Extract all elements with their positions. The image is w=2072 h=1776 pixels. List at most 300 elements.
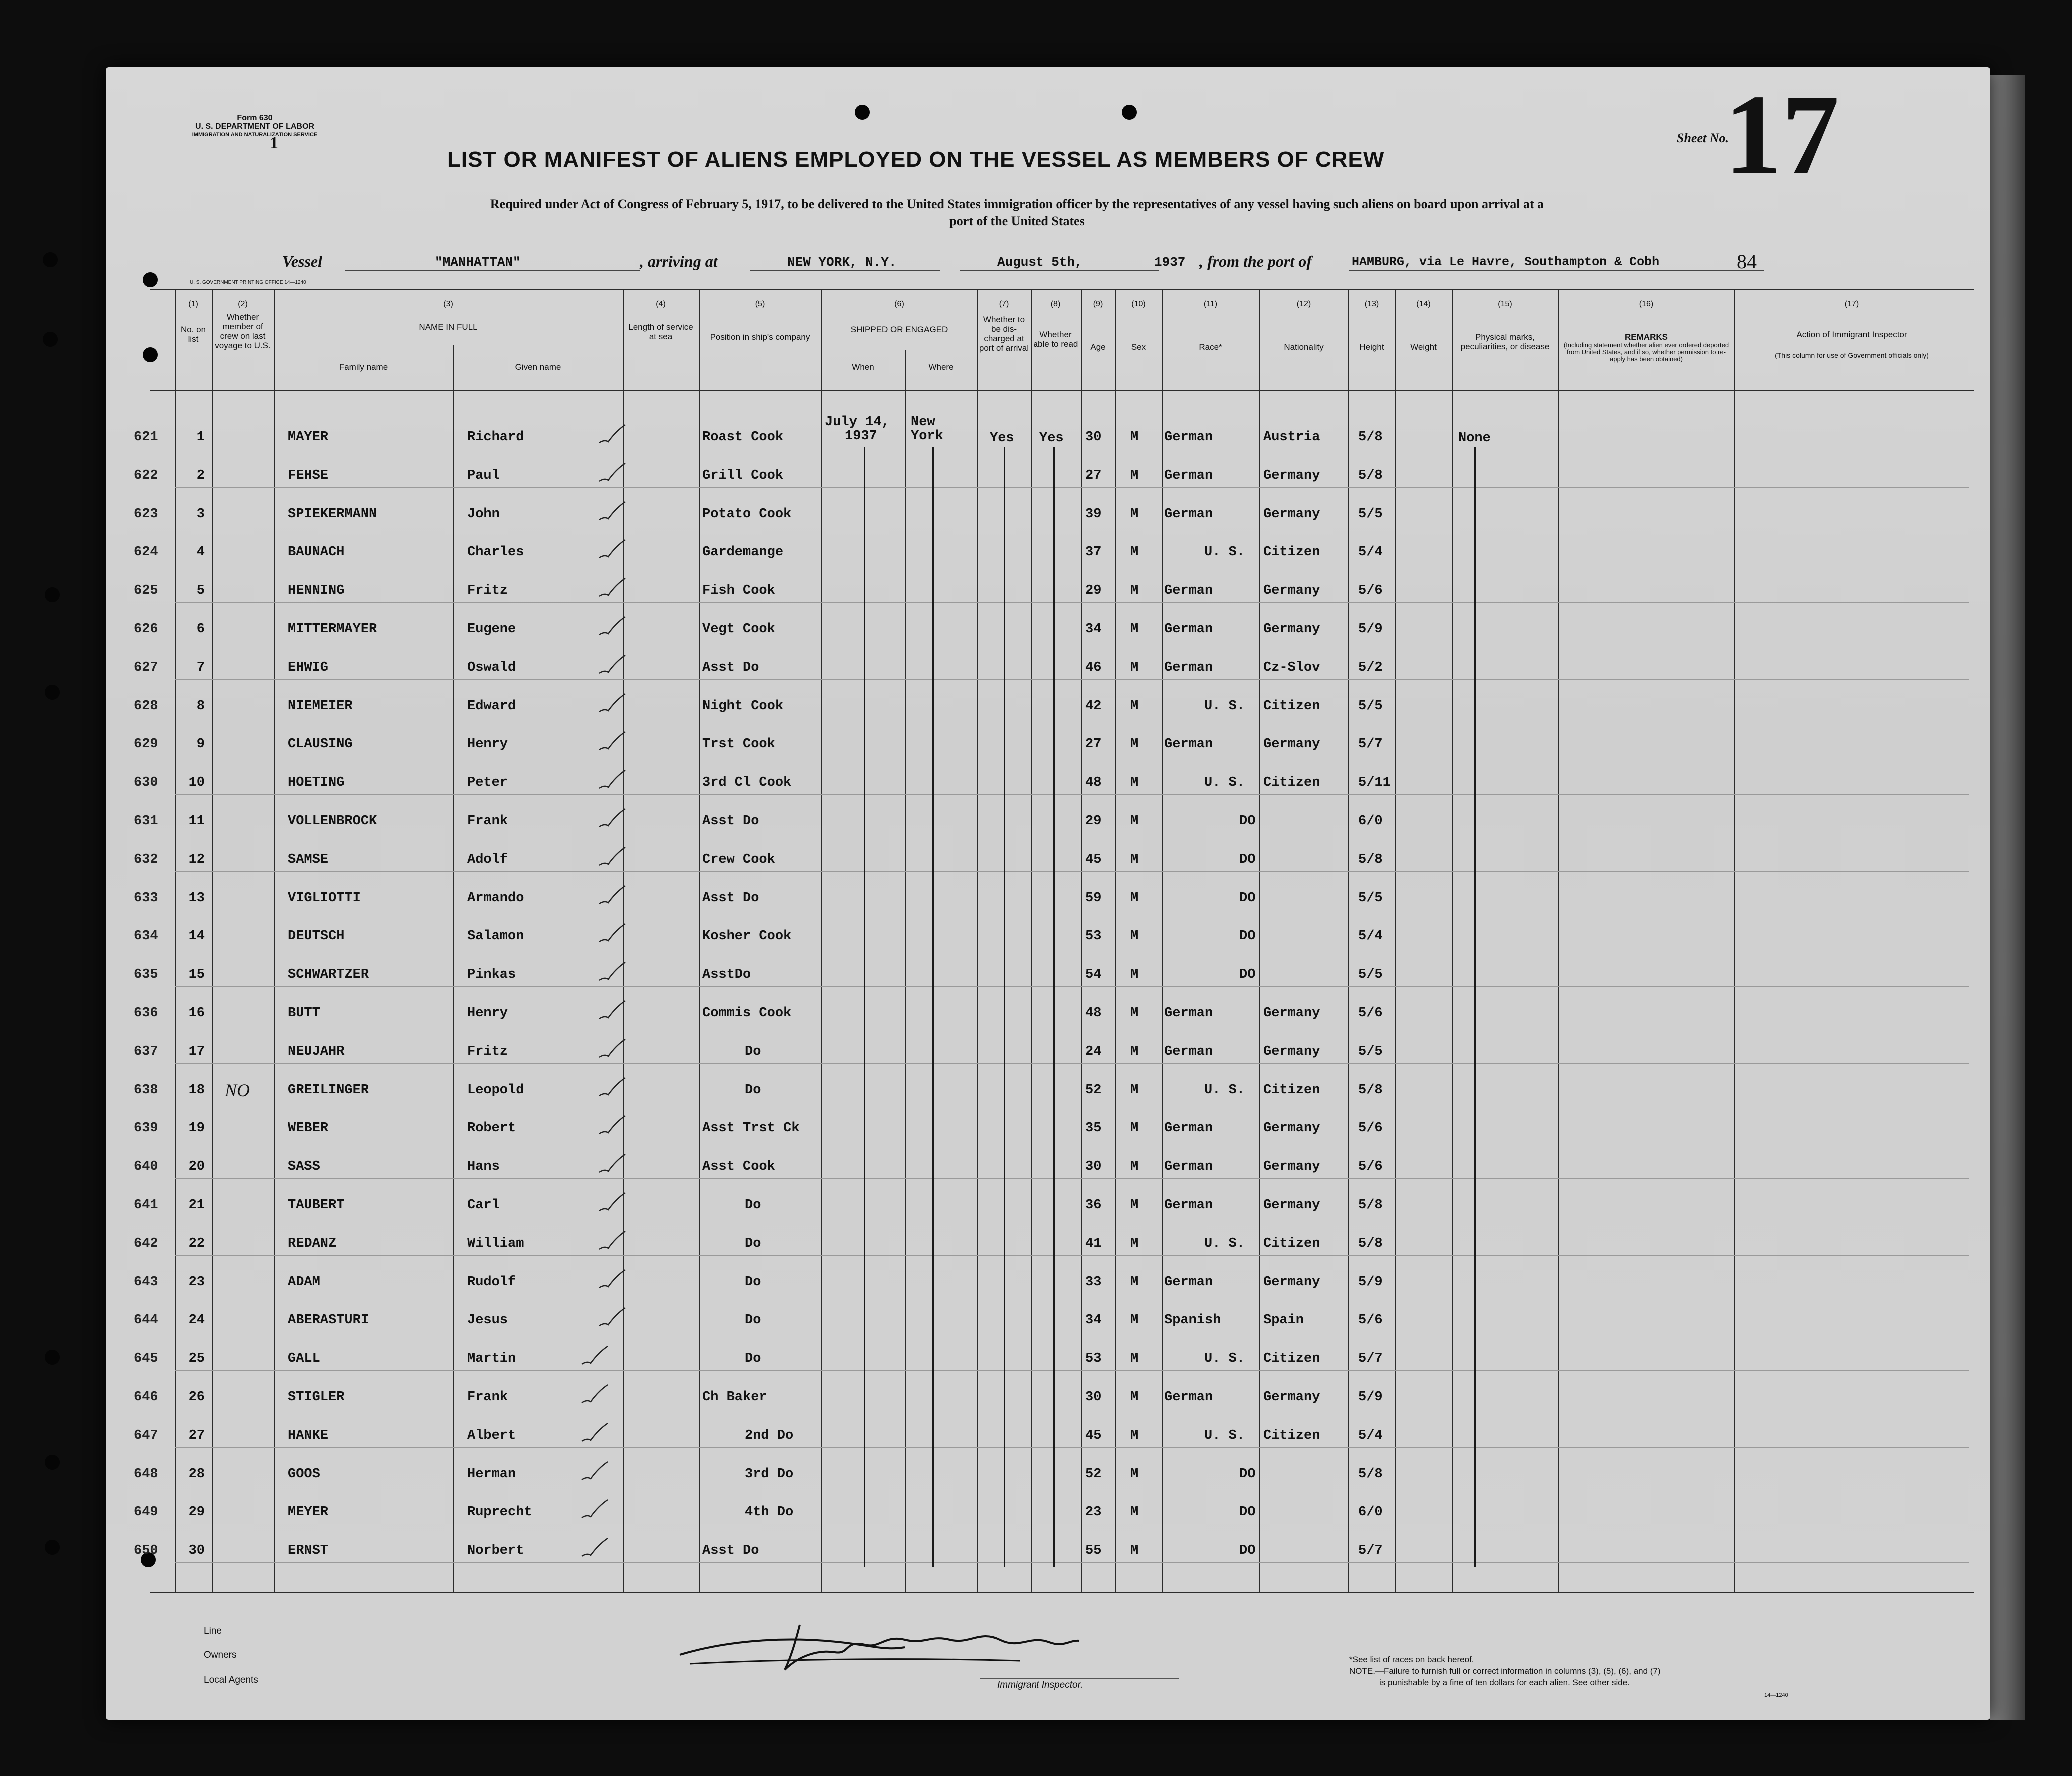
- family-name: DEUTSCH: [288, 929, 345, 944]
- given-name: Fritz: [467, 583, 508, 599]
- inspector-label: Immigrant Inspector.: [997, 1680, 1083, 1690]
- height: 5/8: [1358, 1466, 1383, 1482]
- race: DO: [1239, 814, 1256, 829]
- ditto-line-discharged: [1004, 447, 1005, 1567]
- col-num-15: (15): [1498, 300, 1512, 308]
- list-number: 5: [196, 583, 205, 599]
- list-number: 28: [188, 1466, 205, 1482]
- col-num-17: (17): [1844, 300, 1859, 308]
- family-name: SASS: [288, 1159, 320, 1175]
- row-rule: [175, 1447, 1969, 1448]
- list-number: 7: [196, 660, 205, 675]
- col-num-6: (6): [894, 300, 904, 308]
- col-num-2: (2): [238, 300, 248, 308]
- check-mark: [597, 576, 627, 601]
- list-number: 2: [196, 468, 205, 483]
- col-divider: [1115, 289, 1116, 1592]
- footer-code: 14—1240: [1764, 1692, 1788, 1698]
- height: 6/0: [1358, 814, 1383, 829]
- race: Spanish: [1164, 1313, 1221, 1328]
- list-number: 9: [196, 737, 205, 752]
- seq-number: 641: [134, 1198, 158, 1213]
- form-mark: 1: [270, 134, 278, 152]
- seq-number: 626: [134, 622, 158, 637]
- position: Roast Cook: [702, 430, 784, 445]
- check-mark: [580, 1344, 610, 1369]
- manifest-sheet: [106, 67, 1990, 1720]
- seq-number: 639: [134, 1121, 158, 1136]
- age: 52: [1085, 1082, 1102, 1098]
- page-edge: [1990, 75, 2025, 1720]
- family-name: GOOS: [288, 1466, 320, 1482]
- race: DO: [1239, 967, 1256, 983]
- row-rule: [175, 871, 1969, 872]
- footer-line-label: Line: [204, 1626, 222, 1636]
- age: 55: [1085, 1543, 1102, 1559]
- list-number: 16: [188, 1006, 205, 1021]
- age: 27: [1085, 737, 1102, 752]
- row-rule: [175, 679, 1969, 680]
- sex: M: [1130, 775, 1139, 791]
- family-name: SPIEKERMANN: [288, 506, 377, 522]
- given-name: Frank: [467, 1390, 508, 1405]
- age: 36: [1085, 1198, 1102, 1213]
- check-mark: [580, 1536, 610, 1561]
- arrival-date: August 5th,: [997, 255, 1083, 270]
- age: 29: [1085, 583, 1102, 599]
- row-rule: [175, 1178, 1969, 1179]
- check-mark: [597, 538, 627, 563]
- family-name: WEBER: [288, 1121, 329, 1136]
- height: 5/2: [1358, 660, 1383, 675]
- sex: M: [1130, 1121, 1139, 1136]
- nationality: Germany: [1263, 1121, 1320, 1136]
- position: Night Cook: [702, 698, 784, 714]
- last-voyage-mark: NO: [225, 1080, 250, 1100]
- position: Trst Cook: [702, 737, 775, 752]
- position: Do: [745, 1236, 761, 1251]
- age: 39: [1085, 506, 1102, 522]
- family-name: REDANZ: [288, 1236, 337, 1251]
- seq-number: 624: [134, 545, 158, 560]
- discharged-value: Yes: [990, 431, 1014, 446]
- sex: M: [1130, 1351, 1139, 1367]
- page-mark: 84: [1737, 250, 1757, 273]
- row-rule: [175, 794, 1969, 795]
- col-divider: [905, 350, 906, 1592]
- check-mark: [580, 1498, 610, 1523]
- race: German: [1164, 660, 1213, 675]
- seq-number: 625: [134, 583, 158, 599]
- nationality: Germany: [1263, 506, 1320, 522]
- col-divider: [1395, 289, 1396, 1592]
- seq-number: 631: [134, 814, 158, 829]
- race: DO: [1239, 1505, 1256, 1520]
- family-name: HOETING: [288, 775, 345, 791]
- given-name: Charles: [467, 545, 524, 560]
- list-number: 19: [188, 1121, 205, 1136]
- given-name: Fritz: [467, 1044, 508, 1059]
- list-number: 25: [188, 1351, 205, 1367]
- age: 53: [1085, 1351, 1102, 1367]
- family-name: ERNST: [288, 1543, 329, 1559]
- position: Fish Cook: [702, 583, 775, 599]
- height: 5/9: [1358, 622, 1383, 637]
- punch-hole: [45, 685, 60, 700]
- age: 54: [1085, 967, 1102, 983]
- family-name: VIGLIOTTI: [288, 890, 361, 906]
- check-mark: [597, 1268, 627, 1293]
- height: 5/4: [1358, 1428, 1383, 1443]
- arrival-port: NEW YORK, N.Y.: [787, 255, 897, 270]
- age: 46: [1085, 660, 1102, 675]
- race: German: [1164, 583, 1213, 599]
- col-num-7: (7): [999, 300, 1009, 308]
- height: 5/5: [1358, 967, 1383, 983]
- given-name: Peter: [467, 775, 508, 791]
- from-port: HAMBURG, via Le Havre, Southampton & Cobh: [1352, 255, 1660, 269]
- height: 5/7: [1358, 1351, 1383, 1367]
- given-name: Henry: [467, 737, 508, 752]
- given-name: Norbert: [467, 1543, 524, 1559]
- ditto-line-marks: [1474, 447, 1476, 1567]
- seq-number: 645: [134, 1351, 158, 1367]
- position: Vegt Cook: [702, 622, 775, 637]
- race: German: [1164, 622, 1213, 637]
- seq-number: 646: [134, 1390, 158, 1405]
- nationality: Spain: [1263, 1313, 1304, 1328]
- race: German: [1164, 1006, 1213, 1021]
- col-header-remarks: REMARKS: [1625, 332, 1668, 342]
- col-header-shipped: SHIPPED OR ENGAGED: [850, 325, 948, 334]
- sex: M: [1130, 737, 1139, 752]
- col-header-discharged: Whether to be dis-charged at port of arrival: [979, 315, 1029, 353]
- age: 30: [1085, 430, 1102, 445]
- col-divider: [1348, 289, 1349, 1592]
- col-header-given-name: Given name: [515, 362, 561, 372]
- from-label: , from the port of: [1199, 252, 1312, 270]
- list-number: 14: [188, 929, 205, 944]
- list-number: 10: [188, 775, 205, 791]
- sex: M: [1130, 698, 1139, 714]
- check-mark: [597, 653, 627, 678]
- age: 23: [1085, 1505, 1102, 1520]
- nationality: Germany: [1263, 468, 1320, 483]
- family-name: STIGLER: [288, 1390, 345, 1405]
- col-num-11: (11): [1203, 300, 1218, 308]
- given-name: Martin: [467, 1351, 516, 1367]
- col-header-when: When: [852, 362, 874, 372]
- col-header-remarks-sub: (Including statement whether alien ever ordered deported from United States, and if so, whether permission to re-apply has been obtained): [1563, 341, 1729, 363]
- race: U. S.: [1204, 1428, 1245, 1443]
- col-header-inspector-sub: (This column for use of Government officials only): [1775, 351, 1929, 359]
- sex: M: [1130, 814, 1139, 829]
- race: U. S.: [1204, 1236, 1245, 1251]
- inspector-signature: [670, 1605, 1089, 1685]
- position: Kosher Cook: [702, 929, 792, 944]
- family-name: BAUNACH: [288, 545, 345, 560]
- given-name: Jesus: [467, 1313, 508, 1328]
- seq-number: 636: [134, 1006, 158, 1021]
- check-mark: [597, 1037, 627, 1062]
- seq-number: 630: [134, 775, 158, 791]
- seq-number: 634: [134, 929, 158, 944]
- given-name: Richard: [467, 430, 524, 445]
- vessel-label: Vessel: [282, 252, 322, 270]
- race: U. S.: [1204, 545, 1245, 560]
- table-header-rule: [150, 390, 1974, 391]
- given-name: Salamon: [467, 929, 524, 944]
- height: 5/11: [1358, 775, 1391, 791]
- punch-hole: [1122, 105, 1137, 120]
- age: 27: [1085, 468, 1102, 483]
- sex: M: [1130, 1390, 1139, 1405]
- family-name: NEUJAHR: [288, 1044, 345, 1059]
- col-num-10: (10): [1131, 300, 1146, 308]
- sex: M: [1130, 468, 1139, 483]
- vessel-underline: [345, 270, 640, 271]
- seq-number: 633: [134, 890, 158, 906]
- sex: M: [1130, 1428, 1139, 1443]
- list-number: 4: [196, 545, 205, 560]
- height: 5/5: [1358, 890, 1383, 906]
- list-number: 27: [188, 1428, 205, 1443]
- list-number: 20: [188, 1159, 205, 1175]
- check-mark: [597, 1229, 627, 1254]
- col-divider: [1734, 289, 1735, 1592]
- list-number: 29: [188, 1505, 205, 1520]
- height: 5/4: [1358, 929, 1383, 944]
- shipped-where-2: York: [911, 429, 943, 444]
- row-rule: [175, 1063, 1969, 1064]
- given-name: Albert: [467, 1428, 516, 1443]
- age: 29: [1085, 814, 1102, 829]
- seq-number: 622: [134, 468, 158, 483]
- given-name: Oswald: [467, 660, 516, 675]
- list-number: 23: [188, 1274, 205, 1290]
- race: DO: [1239, 1543, 1256, 1559]
- list-number: 6: [196, 622, 205, 637]
- arrival-year: 1937: [1154, 255, 1186, 270]
- family-name: MEYER: [288, 1505, 329, 1520]
- col-num-14: (14): [1416, 300, 1431, 308]
- position: Asst Trst Ck: [702, 1121, 800, 1136]
- punch-hole: [143, 272, 158, 287]
- punch-hole: [45, 1540, 60, 1555]
- position: Commis Cook: [702, 1006, 792, 1021]
- list-number: 15: [188, 967, 205, 983]
- family-name: ABERASTURI: [288, 1313, 369, 1328]
- form-service: IMMIGRATION AND NATURALIZATION SERVICE: [192, 132, 318, 138]
- col-divider: [212, 289, 213, 1592]
- position: Grill Cook: [702, 468, 784, 483]
- check-mark: [580, 1383, 610, 1408]
- age: 48: [1085, 775, 1102, 791]
- seq-number: 649: [134, 1505, 158, 1520]
- sex: M: [1130, 1274, 1139, 1290]
- footer-note-fine-2: is punishable by a fine of ten dollars for each alien. See other side.: [1379, 1678, 1630, 1687]
- shipped-where: New: [911, 415, 935, 430]
- col-header-family-name: Family name: [339, 362, 388, 372]
- physical-marks-value: None: [1458, 431, 1491, 446]
- race: German: [1164, 468, 1213, 483]
- position: Do: [745, 1082, 761, 1098]
- col-num-3: (3): [443, 300, 453, 308]
- page-subtitle: [210, 196, 1824, 230]
- col-header-inspector: Action of Immigrant Inspector: [1796, 330, 1907, 339]
- given-name: Edward: [467, 698, 516, 714]
- position: AsstDo: [702, 967, 751, 983]
- age: 45: [1085, 1428, 1102, 1443]
- position: Asst Do: [702, 660, 759, 675]
- sex: M: [1130, 545, 1139, 560]
- sex: M: [1130, 1236, 1139, 1251]
- row-rule: [175, 487, 1969, 488]
- row-rule: [175, 1370, 1969, 1371]
- check-mark: [597, 1152, 627, 1177]
- position: Asst Do: [702, 814, 759, 829]
- position: Do: [745, 1198, 761, 1213]
- age: 52: [1085, 1466, 1102, 1482]
- col-header-weight: Weight: [1410, 342, 1437, 352]
- nationality: Germany: [1263, 622, 1320, 637]
- date-underline: [960, 270, 1159, 271]
- sex: M: [1130, 1313, 1139, 1328]
- seq-number: 637: [134, 1044, 158, 1059]
- col-divider: [175, 289, 176, 1592]
- family-name: MAYER: [288, 430, 329, 445]
- seq-number: 640: [134, 1159, 158, 1175]
- col-divider: [1031, 289, 1032, 1592]
- family-name: GALL: [288, 1351, 320, 1367]
- col-header-nationality: Nationality: [1284, 342, 1324, 352]
- family-name: NIEMEIER: [288, 698, 353, 714]
- seq-number: 650: [134, 1543, 158, 1559]
- nationality: Austria: [1263, 430, 1320, 445]
- race: DO: [1239, 929, 1256, 944]
- list-number: 17: [188, 1044, 205, 1059]
- from-underline: [1349, 270, 1764, 271]
- family-name: MITTERMAYER: [288, 622, 377, 637]
- race: German: [1164, 737, 1213, 752]
- age: 34: [1085, 622, 1102, 637]
- col-header-position: Position in ship's company: [710, 332, 810, 342]
- row-rule: [175, 1562, 1969, 1563]
- list-number: 3: [196, 506, 205, 522]
- position: Potato Cook: [702, 506, 792, 522]
- sex: M: [1130, 622, 1139, 637]
- check-mark: [597, 615, 627, 640]
- age: 41: [1085, 1236, 1102, 1251]
- check-mark: [597, 999, 627, 1024]
- col-divider: [1162, 289, 1163, 1592]
- family-name: HANKE: [288, 1428, 329, 1443]
- col-header-last-voyage: Whether member of crew on last voyage to U.S.: [215, 312, 271, 350]
- nationality: Citizen: [1263, 1428, 1320, 1443]
- list-number: 8: [196, 698, 205, 714]
- check-mark: [597, 1191, 627, 1216]
- given-name: Robert: [467, 1121, 516, 1136]
- list-number: 22: [188, 1236, 205, 1251]
- check-mark: [597, 423, 627, 448]
- col-header-age: Age: [1090, 342, 1106, 352]
- height: 5/8: [1358, 468, 1383, 483]
- height: 5/4: [1358, 545, 1383, 560]
- race: German: [1164, 1044, 1213, 1059]
- seq-number: 621: [134, 430, 158, 445]
- family-name: VOLLENBROCK: [288, 814, 377, 829]
- footer-note-fine: NOTE.—Failure to furnish full or correct information in columns (3), (5), (6), and (7): [1349, 1666, 1661, 1676]
- ditto-line-where: [932, 447, 934, 1567]
- check-mark: [597, 845, 627, 870]
- seq-number: 627: [134, 660, 158, 675]
- age: 24: [1085, 1044, 1102, 1059]
- given-name: Rudolf: [467, 1274, 516, 1290]
- sex: M: [1130, 583, 1139, 599]
- seq-number: 623: [134, 506, 158, 522]
- punch-hole: [43, 332, 58, 347]
- age: 35: [1085, 1121, 1102, 1136]
- col-num-4: (4): [656, 300, 666, 308]
- given-name: Leopold: [467, 1082, 524, 1098]
- check-mark: [580, 1460, 610, 1485]
- race: German: [1164, 1198, 1213, 1213]
- sex: M: [1130, 1543, 1139, 1559]
- sheet-number: 17: [1724, 71, 1839, 198]
- punch-hole: [143, 347, 158, 362]
- ditto-line-read: [1053, 447, 1055, 1567]
- family-name: HENNING: [288, 583, 345, 599]
- age: 37: [1085, 545, 1102, 560]
- given-name: John: [467, 506, 500, 522]
- height: 5/9: [1358, 1274, 1383, 1290]
- check-mark: [597, 1076, 627, 1101]
- subtitle-line-2: port of the United States: [949, 214, 1085, 228]
- col-divider: [977, 289, 978, 1592]
- list-number: 1: [196, 430, 205, 445]
- shipped-when: July 14,: [825, 415, 890, 430]
- sex: M: [1130, 967, 1139, 983]
- col-header-race: Race*: [1199, 342, 1222, 352]
- race: DO: [1239, 1466, 1256, 1482]
- race: German: [1164, 506, 1213, 522]
- nationality: Germany: [1263, 1198, 1320, 1213]
- height: 5/6: [1358, 1159, 1383, 1175]
- age: 34: [1085, 1313, 1102, 1328]
- nationality: Germany: [1263, 583, 1320, 599]
- form-dept: U. S. DEPARTMENT OF LABOR: [195, 122, 314, 131]
- seq-number: 642: [134, 1236, 158, 1251]
- height: 5/5: [1358, 506, 1383, 522]
- family-name: FEHSE: [288, 468, 329, 483]
- height: 5/6: [1358, 1121, 1383, 1136]
- seq-number: 628: [134, 698, 158, 714]
- check-mark: [597, 730, 627, 755]
- check-mark: [597, 922, 627, 947]
- check-mark: [597, 1114, 627, 1139]
- given-name: Frank: [467, 814, 508, 829]
- sex: M: [1130, 1082, 1139, 1098]
- given-name: Hans: [467, 1159, 500, 1175]
- given-name: Henry: [467, 1006, 508, 1021]
- nationality: Germany: [1263, 1390, 1320, 1405]
- position: Gardemange: [702, 545, 784, 560]
- col-header-height: Height: [1359, 342, 1384, 352]
- col-divider: [821, 289, 822, 1592]
- list-number: 13: [188, 890, 205, 906]
- nationality: Germany: [1263, 1006, 1320, 1021]
- sex: M: [1130, 1466, 1139, 1482]
